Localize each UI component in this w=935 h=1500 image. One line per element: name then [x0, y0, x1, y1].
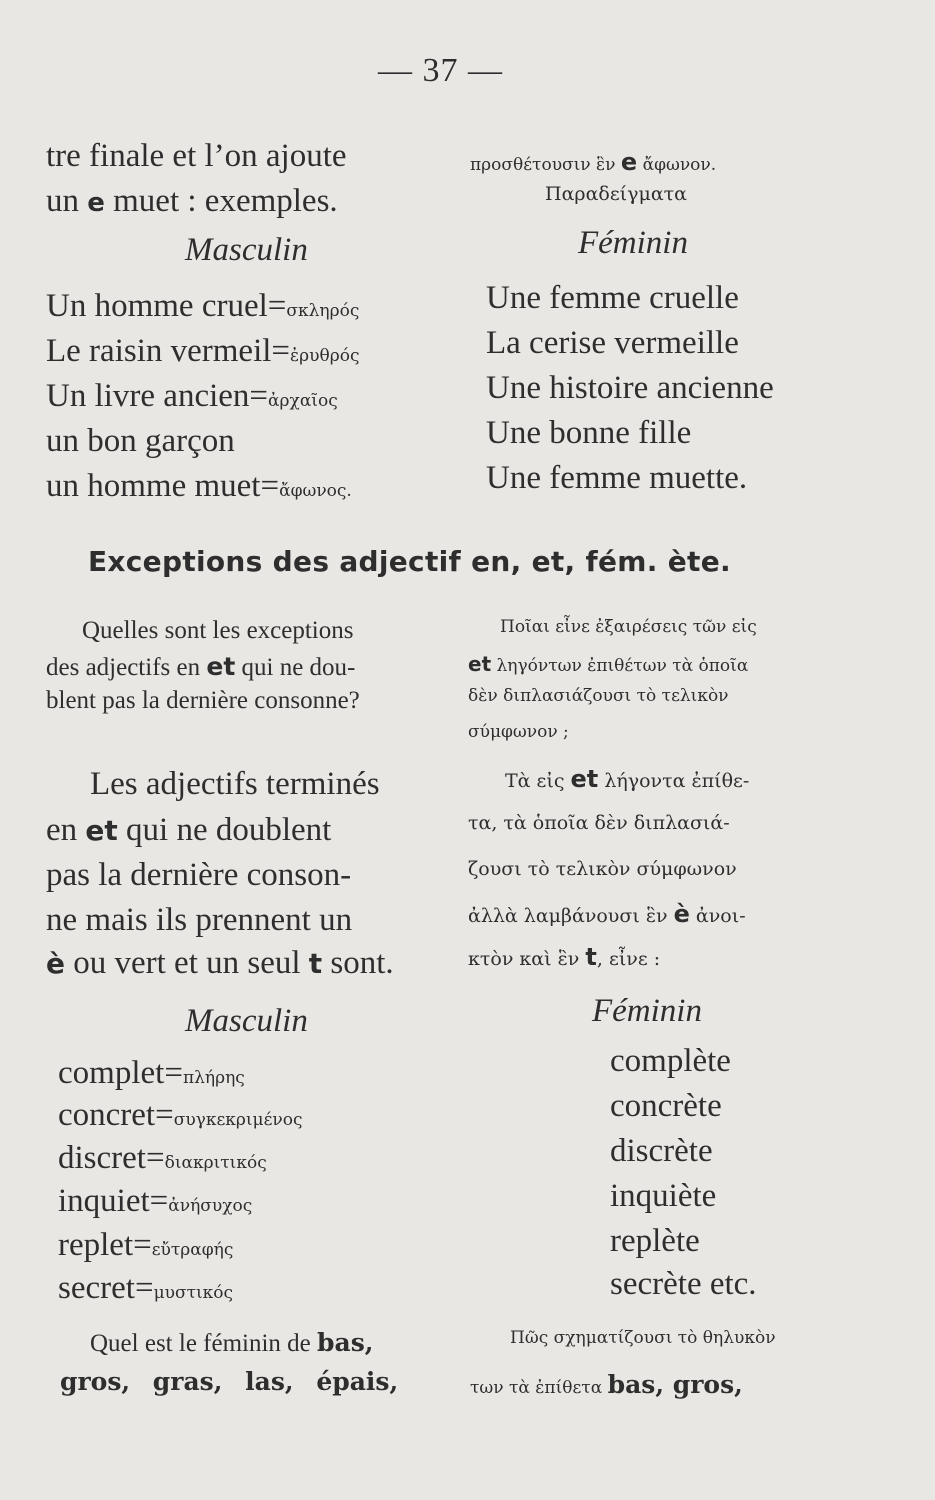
letter-e-grave: è	[46, 947, 65, 980]
question-gr-line-1: Ποῖαι εἶνε ἐξαιρέσεις τῶν εἰς	[500, 617, 757, 637]
text-part: ἀνοι-	[689, 905, 746, 927]
answer-gr-line-1	[505, 765, 749, 793]
greek-translation: πλήρης	[182, 1068, 245, 1088]
masc-word: Un livre ancien	[46, 378, 250, 414]
question-fr-line-3: blent pas la dernière consonne?	[46, 687, 360, 714]
equals-sign: =	[145, 1140, 165, 1176]
t1-row-3-masc	[46, 378, 338, 415]
t2-row-5-fem: replète	[610, 1223, 700, 1259]
equals-sign: =	[260, 468, 280, 504]
t1-row-5-masc	[46, 468, 352, 505]
t2-row-1-fem: complète	[610, 1043, 731, 1079]
greek-translation: ἀρχαῖος	[268, 391, 338, 411]
greek-translation: ἀνήσυχος	[168, 1196, 253, 1216]
masc-word: inquiet	[58, 1183, 150, 1219]
answer-fr-line-1: Les adjectifs terminés	[90, 766, 380, 802]
intro-fr-line-2	[46, 183, 338, 220]
t1-row-5-fem: Une femme muette.	[486, 460, 748, 496]
masc-word: complet	[58, 1055, 165, 1091]
t2-row-6-fem: secrète etc.	[610, 1266, 757, 1302]
question-fr-line-1: Quelles sont les exceptions	[82, 617, 354, 644]
letter-e: e	[620, 148, 638, 176]
equals-sign: =	[155, 1097, 174, 1133]
intro-gr-line-2: Παραδείγματα	[545, 183, 688, 205]
answer-gr-line-4	[468, 900, 746, 928]
letter-e: e	[87, 188, 105, 218]
answer-fr-line-5	[46, 945, 394, 982]
t2-row-3-masc	[58, 1140, 267, 1177]
equals-sign: =	[271, 333, 291, 369]
t2-row-2-fem: concrète	[610, 1088, 722, 1124]
text-part: ἀλλὰ λαμβάνουσι ἓν	[468, 905, 674, 927]
t1-row-4-fem: Une bonne fille	[486, 415, 692, 451]
final-fr-line-2: gros, gras, las, épais,	[60, 1367, 399, 1396]
masc-word: discret	[58, 1140, 146, 1176]
answer-gr-line-3: ζουσι τὸ τελικὸν σύμφωνον	[468, 858, 737, 880]
question-gr-line-2	[468, 652, 748, 676]
text-part: en	[46, 812, 86, 848]
t2-row-4-masc	[58, 1183, 252, 1220]
answer-fr-line-2	[46, 812, 331, 849]
term-et: et	[206, 652, 236, 681]
answer-gr-line-2: τα, τὰ ὁποῖα δὲν διπλασιά-	[468, 812, 730, 834]
masc-word: replet	[58, 1227, 134, 1263]
words-bas-gros: bas, gros,	[607, 1370, 743, 1399]
equals-sign: =	[133, 1227, 152, 1263]
intro-gr-line-1	[470, 148, 716, 176]
t2-row-6-masc	[58, 1270, 233, 1307]
equals-sign: =	[267, 288, 287, 324]
table1-head-masculin: Masculin	[185, 232, 308, 268]
greek-translation: διακριτικός	[164, 1153, 267, 1173]
greek-translation: σκληρός	[286, 301, 360, 321]
text-part: sont.	[322, 945, 394, 981]
table2-head-masculin: Masculin	[185, 1003, 308, 1039]
equals-sign: =	[149, 1183, 169, 1219]
letter-e-grave: è	[673, 900, 690, 928]
t1-row-2-masc	[46, 333, 359, 370]
text-part: ou vert et un seul	[65, 945, 309, 981]
t2-row-1-masc	[58, 1055, 245, 1092]
greek-translation: μυστικός	[153, 1283, 234, 1303]
final-gr-line-1: Πῶς σχηματίζουσι τὸ θηλυκὸν	[510, 1328, 776, 1348]
text-part: προσθέτουσιν ἓν	[470, 155, 621, 175]
t1-row-3-fem: Une histoire ancienne	[486, 370, 774, 406]
masc-word: secret	[58, 1270, 135, 1306]
t1-row-4-masc: un bon garçon	[46, 423, 235, 459]
section-heading: Exceptions des adjectif en, et, fém. ète.	[88, 545, 731, 578]
text-part: ληγόντων ἐπιθέτων τὰ ὁποῖα	[491, 656, 749, 676]
equals-sign: =	[249, 378, 269, 414]
text-part: ἄφωνον.	[637, 155, 717, 175]
text-part: Quel est le féminin de	[90, 1330, 318, 1357]
question-gr-line-3: δὲν διπλασιάζουσι τὸ τελικὸν	[468, 686, 729, 706]
text-part: των τὰ ἐπίθετα	[470, 1378, 608, 1398]
equals-sign: =	[164, 1055, 183, 1091]
text-part: qui ne dou-	[235, 654, 356, 681]
text-part: des adjectifs en	[46, 654, 207, 681]
t2-row-2-masc	[58, 1097, 303, 1134]
letter-t: t	[585, 943, 597, 971]
final-fr-line-1	[90, 1328, 373, 1358]
text-part: Τὰ εἰς	[505, 770, 571, 792]
equals-sign: =	[134, 1270, 154, 1306]
greek-translation: συγκεκριμένος	[173, 1110, 303, 1130]
table1-head-feminin: Féminin	[578, 225, 688, 261]
t1-row-2-fem: La cerise vermeille	[486, 325, 739, 361]
text-part: un	[46, 183, 88, 219]
t2-row-3-fem: discrète	[610, 1133, 713, 1169]
text-part: , εἶνε :	[596, 948, 661, 970]
final-gr-line-2	[470, 1370, 743, 1399]
term-et: et	[85, 814, 118, 847]
t1-row-1-masc	[46, 288, 359, 325]
t2-row-4-fem: inquiète	[610, 1178, 717, 1214]
greek-translation: ἐρυθρός	[290, 346, 360, 366]
answer-fr-line-4: ne mais ils prennent un	[46, 902, 353, 938]
greek-translation: ἄφωνος.	[279, 481, 352, 501]
text-part: κτὸν καὶ ἓν	[468, 948, 586, 970]
term-et: et	[468, 652, 492, 676]
masc-word: Le raisin vermeil	[46, 333, 272, 369]
letter-t: t	[308, 947, 323, 980]
text-part: λήγοντα ἐπίθε-	[598, 770, 750, 792]
question-gr-line-4: σύμφωνον ;	[468, 722, 569, 742]
word-bas: bas,	[317, 1328, 374, 1357]
text-part: qui ne doublent	[117, 812, 332, 848]
answer-fr-line-3: pas la dernière conson-	[46, 857, 352, 893]
greek-translation: εὔτραφής	[151, 1240, 234, 1260]
term-et: et	[570, 765, 599, 793]
masc-word: Un homme cruel	[46, 288, 268, 324]
masc-word: concret	[58, 1097, 156, 1133]
masc-word: un homme muet	[46, 468, 261, 504]
answer-gr-line-5	[468, 943, 660, 971]
intro-fr-line-1: tre finale et l’on ajoute	[46, 138, 347, 174]
text-part: muet : exemples.	[104, 183, 338, 219]
t1-row-1-fem: Une femme cruelle	[486, 280, 739, 316]
question-fr-line-2	[46, 652, 355, 682]
page-number: — 37 —	[378, 52, 503, 89]
t2-row-5-masc	[58, 1227, 233, 1264]
table2-head-feminin: Féminin	[592, 993, 702, 1029]
